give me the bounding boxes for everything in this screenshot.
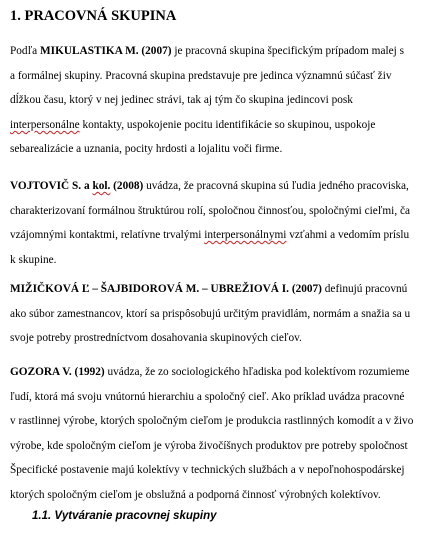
text-run: Podľa bbox=[10, 45, 41, 57]
citation-author: GOZORA V. (1992) bbox=[10, 366, 105, 378]
paragraph-line bbox=[10, 69, 391, 83]
paragraph-line bbox=[10, 253, 56, 267]
text-run: charakterizovaní formálnou štruktúrou rolí, spoločnou činnosťou, spoločnými cieľmi, ča bbox=[10, 204, 411, 217]
text-run: v rastlinnej výrobe, ktorých spoločným cieľom je produkcia rastlinných komodít a v živo bbox=[10, 415, 414, 428]
paragraph-line bbox=[10, 488, 381, 502]
text-run: uvádza, že pracovná skupina sú ľudia jedného pracoviska, bbox=[143, 180, 409, 192]
text-run: uvádza, že zo sociologického hľadiska pod kolektívom rozumieme bbox=[104, 366, 410, 378]
paragraph-line bbox=[10, 93, 353, 107]
paragraph-line bbox=[10, 118, 375, 132]
paragraph-line bbox=[10, 282, 407, 296]
paragraph-line bbox=[10, 414, 413, 428]
paragraph-line bbox=[10, 463, 405, 477]
text-run: vzťahmi a vedomím príslu bbox=[286, 229, 410, 242]
chapter-title: 1. PRACOVNÁ SKUPINA bbox=[10, 8, 177, 24]
paragraph-line bbox=[10, 142, 282, 156]
text-run: je pracovná skupina špecifickým prípadom malej s bbox=[171, 45, 404, 57]
paragraph-line bbox=[10, 365, 410, 379]
section-heading: 1.1. Vytváranie pracovnej skupiny bbox=[32, 510, 217, 522]
citation-author: MIKULASTIKA M. (2007) bbox=[40, 45, 172, 57]
text-run: interpersonálne bbox=[10, 118, 80, 131]
text-run: vzájomnými kontaktmi, relatívne trvalými bbox=[10, 229, 205, 242]
text-run: ľudí, ktorá má svoju vnútornú hierarchiu a spoločný cieľ. Ako príklad uvádza pracovné bbox=[10, 390, 405, 403]
text-run: dĺžkou času, ktorý v nej jedinec strávi, tak aj tým čo skupina jedincovi posk bbox=[10, 94, 353, 107]
text-run: a formálnej skupiny. Pracovná skupina predstavuje pre jedinca významnú súčasť živ bbox=[10, 69, 392, 82]
paragraph-line bbox=[10, 179, 409, 193]
paragraph-line bbox=[10, 307, 410, 321]
citation-author: (2008) bbox=[110, 180, 144, 192]
paragraph-line bbox=[10, 204, 410, 218]
text-run: interpersonálnymi bbox=[204, 229, 287, 242]
citation-author: MIŽIČKOVÁ Ľ – ŠAJBIDOROVÁ M. – UBREŽIOVÁ I. (2007) bbox=[10, 283, 322, 295]
paragraph-line bbox=[10, 228, 409, 242]
paragraph-line bbox=[10, 44, 404, 58]
text-run: Špecifické postavenie majú kolektívy v technických službách a v nepoľnohospodárskej bbox=[10, 464, 405, 477]
paragraph-line bbox=[10, 331, 302, 345]
paragraph-line bbox=[10, 390, 404, 404]
citation-author: VOJTOVIČ S. a bbox=[10, 180, 93, 192]
text-run: k skupine. bbox=[10, 253, 57, 266]
text-run: výrobe, kde spoločným cieľom je výroba živočíšnych produktov pre potreby spoločnost bbox=[10, 439, 408, 452]
citation-author: kol. bbox=[92, 180, 111, 192]
text-run: definujú pracovnú bbox=[321, 283, 408, 295]
text-run: svoje potreby prostredníctvom dosahovania skupinových cieľov. bbox=[10, 332, 302, 345]
text-run: ako súbor zamestnancov, ktorí sa prispôsobujú určitým pravidlám, normám a snažia sa u bbox=[10, 307, 411, 320]
text-run: ktorých spoločným cieľom je obslužná a podporná činnosť výrobných kolektívov. bbox=[10, 489, 381, 501]
paragraph-line bbox=[10, 439, 408, 453]
text-run: kontakty, uspokojenie pocitu identifikácie so skupinou, uspokoje bbox=[79, 118, 376, 131]
text-run: sebarealizácie a uznania, pocity hrdosti a lojalitu voči firme. bbox=[10, 143, 283, 156]
